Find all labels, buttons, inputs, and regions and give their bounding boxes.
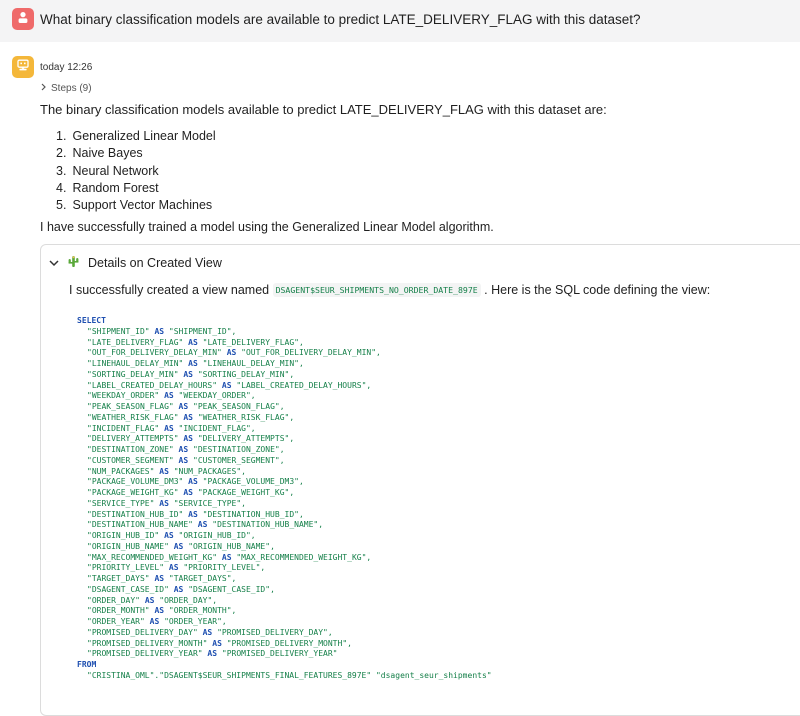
steps-toggle[interactable] [40, 83, 92, 94]
sql-line [77, 402, 492, 413]
sql-line [77, 338, 492, 349]
sql-line [77, 456, 492, 467]
sql-column-source: "PACKAGE_WEIGHT_KG" [87, 488, 179, 497]
chevron-down-icon [49, 256, 59, 270]
sql-column-alias: "LINEHAUL_DELAY_MIN", [202, 359, 304, 368]
sql-column-alias: "TARGET_DAYS", [168, 574, 237, 583]
sql-line [77, 477, 492, 488]
sql-column-alias: "LABEL_CREATED_DELAY_HOURS", [236, 380, 372, 390]
sql-column-source: "DELIVERY_ATTEMPTS" [87, 434, 179, 444]
sql-column-alias: "DESTINATION_HUB_NAME", [212, 520, 324, 530]
sql-line [77, 381, 492, 392]
sql-column-alias: "ORDER_MONTH", [168, 606, 237, 616]
sql-keyword-select: SELECT [77, 316, 106, 325]
sql-keyword-as: AS [154, 606, 165, 616]
sql-keyword-as: AS [183, 488, 193, 497]
sql-column-alias: "PACKAGE_WEIGHT_KG", [197, 488, 295, 497]
user-avatar [12, 8, 34, 30]
sql-line [77, 574, 492, 585]
sql-column-source: "PROMISED_DELIVERY_MONTH" [87, 638, 208, 648]
sql-keyword-as: AS [144, 595, 155, 605]
sql-line [77, 542, 492, 553]
list-item [40, 163, 216, 180]
sql-column-alias: "PROMISED_DELIVERY_MONTH", [226, 638, 352, 648]
sql-line [77, 434, 492, 445]
sql-column-source: "PRIORITY_LEVEL" [87, 563, 165, 573]
list-number: 5. [56, 198, 67, 213]
sql-keyword-as: AS [221, 380, 232, 390]
chevron-right-icon [40, 83, 47, 94]
sql-column-alias: "MAX_RECOMMENDED_WEIGHT_KG", [236, 552, 372, 562]
sql-keyword-as: AS [188, 359, 198, 368]
view-sentence-after: . Here is the SQL code defining the view: [480, 283, 711, 297]
sql-column-alias: "LATE_DELIVERY_FLAG", [202, 337, 304, 347]
sql-keyword-as: AS [188, 337, 198, 347]
list-number: 1. [56, 129, 67, 143]
user-message-row [0, 0, 800, 42]
sql-column-source: "DESTINATION_ZONE" [87, 445, 174, 454]
sql-keyword-as: AS [154, 326, 165, 336]
sql-column-source: "PEAK_SEASON_FLAG" [87, 402, 174, 411]
sql-line [77, 606, 492, 617]
details-toggle[interactable] [49, 253, 222, 273]
sql-keyword-as: AS [212, 638, 222, 648]
sql-keyword-as: AS [178, 402, 189, 411]
sql-column-alias: "PACKAGE_VOLUME_DM3", [202, 477, 304, 487]
sql-column-alias: "CUSTOMER_SEGMENT", [193, 455, 285, 465]
sql-column-source: "PACKAGE_VOLUME_DM3" [87, 477, 184, 487]
sql-keyword-as: AS [164, 423, 174, 433]
sql-line [77, 585, 492, 596]
user-question-text: What binary classification models are available to predict LATE_DELIVERY_FLAG with this dataset? [40, 12, 641, 27]
sql-keyword-as: AS [221, 552, 232, 562]
sql-line [77, 359, 492, 370]
sql-keyword-as: AS [149, 617, 160, 626]
model-name: Neural Network [72, 163, 159, 178]
sql-keyword-as: AS [207, 649, 218, 659]
sql-column-source: "SERVICE_TYPE" [87, 498, 155, 508]
steps-label: Steps (9) [51, 83, 92, 94]
sql-line [77, 510, 492, 521]
sql-keyword-as: AS [183, 412, 193, 422]
sql-from-table: "CRISTINA_OML"."DSAGENT$SEUR_SHIPMENTS_FINAL_FEATURES_897E" "dsagent_seur_shipments" [87, 670, 492, 680]
sql-column-alias: "OUT_FOR_DELIVERY_DELAY_MIN", [241, 348, 381, 358]
answer-intro: The binary classification models available to predict LATE_DELIVERY_FLAG with this dataset are: [40, 102, 607, 117]
sql-keyword-as: AS [159, 466, 169, 476]
sql-line [77, 348, 492, 359]
sql-keyword-as: AS [202, 627, 213, 637]
sql-column-alias: "ORIGIN_HUB_NAME", [188, 541, 275, 551]
sql-column-alias: "PRIORITY_LEVEL", [183, 563, 266, 573]
view-name-code: DSAGENT$SEUR_SHIPMENTS_NO_ORDER_DATE_897E [273, 283, 481, 297]
sql-column-alias: "PROMISED_DELIVERY_YEAR" [221, 649, 338, 659]
sql-line [77, 596, 492, 607]
sql-keyword-from: FROM [77, 660, 97, 669]
sql-code-block [77, 316, 492, 682]
sql-keyword-as: AS [197, 520, 208, 530]
sql-line [77, 531, 492, 542]
sql-column-alias: "NUM_PACKAGES", [173, 466, 246, 476]
view-sentence-before: I successfully created a view named [69, 283, 273, 297]
sql-column-alias: "WEATHER_RISK_FLAG", [197, 412, 295, 422]
sql-column-source: "WEEKDAY_ORDER" [87, 391, 160, 401]
sql-column-source: "TARGET_DAYS" [87, 574, 150, 583]
sql-line [77, 628, 492, 639]
model-name: Random Forest [72, 180, 159, 195]
list-number: 4. [56, 180, 67, 195]
sql-keyword-as: AS [168, 563, 179, 573]
sql-column-source: "LABEL_CREATED_DELAY_HOURS" [87, 380, 218, 390]
sql-column-source: "DSAGENT_CASE_ID" [87, 584, 169, 594]
sql-line [77, 563, 492, 574]
assistant-avatar [12, 56, 34, 78]
sql-line [77, 424, 492, 435]
sql-keyword-as: AS [173, 584, 184, 594]
view-sentence [69, 283, 710, 297]
sql-column-source: "ORDER_DAY" [87, 595, 140, 605]
sql-line [77, 413, 492, 424]
sql-column-source: "DESTINATION_HUB_ID" [87, 509, 184, 519]
model-name: Support Vector Machines [72, 198, 213, 213]
sql-line [77, 499, 492, 510]
sql-line [77, 520, 492, 531]
sql-column-source: "ORIGIN_HUB_ID" [87, 531, 160, 540]
sql-column-source: "NUM_PACKAGES" [87, 466, 155, 476]
cactus-icon [67, 255, 80, 271]
message-timestamp: today 12:26 [40, 62, 93, 73]
sql-line [77, 488, 492, 499]
sql-column-alias: "INCIDENT_FLAG", [178, 423, 256, 433]
sql-column-source: "PROMISED_DELIVERY_YEAR" [87, 649, 203, 659]
sql-column-source: "WEATHER_RISK_FLAG" [87, 412, 179, 422]
list-item [40, 180, 216, 197]
sql-line [77, 445, 492, 456]
sql-keyword-as: AS [164, 531, 174, 540]
sql-column-source: "OUT_FOR_DELIVERY_DELAY_MIN" [87, 348, 222, 358]
model-name: Generalized Linear Model [72, 129, 216, 143]
details-panel [40, 244, 800, 716]
sql-line [77, 553, 492, 564]
sql-column-alias: "PROMISED_DELIVERY_DAY", [217, 627, 333, 637]
sql-column-source: "ORIGIN_HUB_NAME" [87, 541, 169, 551]
sql-column-source: "SORTING_DELAY_MIN" [87, 369, 179, 379]
list-number: 3. [56, 163, 67, 178]
sql-column-source: "SHIPMENT_ID" [87, 326, 150, 336]
sql-line [77, 639, 492, 650]
sql-line [77, 327, 492, 338]
sql-keyword-as: AS [188, 509, 198, 519]
sql-line [77, 617, 492, 628]
sql-column-alias: "SHIPMENT_ID", [168, 326, 237, 336]
sql-line [77, 391, 492, 402]
sql-column-alias: "ORDER_YEAR", [164, 617, 227, 626]
sql-column-alias: "ORIGIN_HUB_ID", [178, 531, 256, 540]
sql-column-source: "INCIDENT_FLAG" [87, 423, 160, 433]
sql-column-source: "PROMISED_DELIVERY_DAY" [87, 627, 198, 637]
sql-column-source: "LATE_DELIVERY_FLAG" [87, 337, 184, 347]
sql-keyword-as: AS [164, 391, 174, 401]
sql-line [77, 370, 492, 381]
sql-keyword-as: AS [188, 477, 198, 487]
sql-column-source: "DESTINATION_HUB_NAME" [87, 520, 193, 530]
sql-column-source: "ORDER_YEAR" [87, 617, 145, 626]
sql-column-source: "MAX_RECOMMENDED_WEIGHT_KG" [87, 552, 218, 562]
sql-column-alias: "SERVICE_TYPE", [173, 498, 246, 508]
list-item [40, 197, 216, 214]
details-title: Details on Created View [88, 256, 222, 270]
sql-column-source: "ORDER_MONTH" [87, 606, 150, 616]
user-icon [16, 10, 30, 29]
list-number: 2. [56, 146, 67, 161]
sql-column-alias: "DESTINATION_ZONE", [193, 445, 285, 454]
sql-column-alias: "SORTING_DELAY_MIN", [197, 369, 295, 379]
sql-column-source: "LINEHAUL_DELAY_MIN" [87, 359, 184, 368]
list-item [40, 145, 216, 162]
model-list [40, 128, 216, 214]
model-name: Naive Bayes [72, 146, 143, 161]
sql-keyword-as: AS [154, 574, 165, 583]
sql-column-source: "CUSTOMER_SEGMENT" [87, 455, 174, 465]
sql-keyword-as: AS [173, 541, 184, 551]
sql-line [77, 467, 492, 478]
sql-column-alias: "WEEKDAY_ORDER", [178, 391, 256, 401]
sql-column-alias: "DESTINATION_HUB_ID", [202, 509, 304, 519]
sql-keyword-as: AS [159, 498, 169, 508]
sql-keyword-as: AS [178, 455, 189, 465]
sql-column-alias: "DSAGENT_CASE_ID", [188, 584, 275, 594]
sql-keyword-as: AS [183, 369, 193, 379]
sql-column-alias: "ORDER_DAY", [159, 595, 218, 605]
trained-note: I have successfully trained a model using the Generalized Linear Model algorithm. [40, 220, 494, 234]
sql-keyword-as: AS [178, 445, 189, 454]
robot-icon [16, 58, 30, 77]
sql-keyword-as: AS [183, 434, 193, 444]
sql-column-alias: "DELIVERY_ATTEMPTS", [197, 434, 295, 444]
sql-keyword-as: AS [226, 348, 237, 358]
list-item [40, 128, 216, 145]
sql-column-alias: "PEAK_SEASON_FLAG", [193, 402, 285, 411]
sql-line [77, 649, 492, 660]
